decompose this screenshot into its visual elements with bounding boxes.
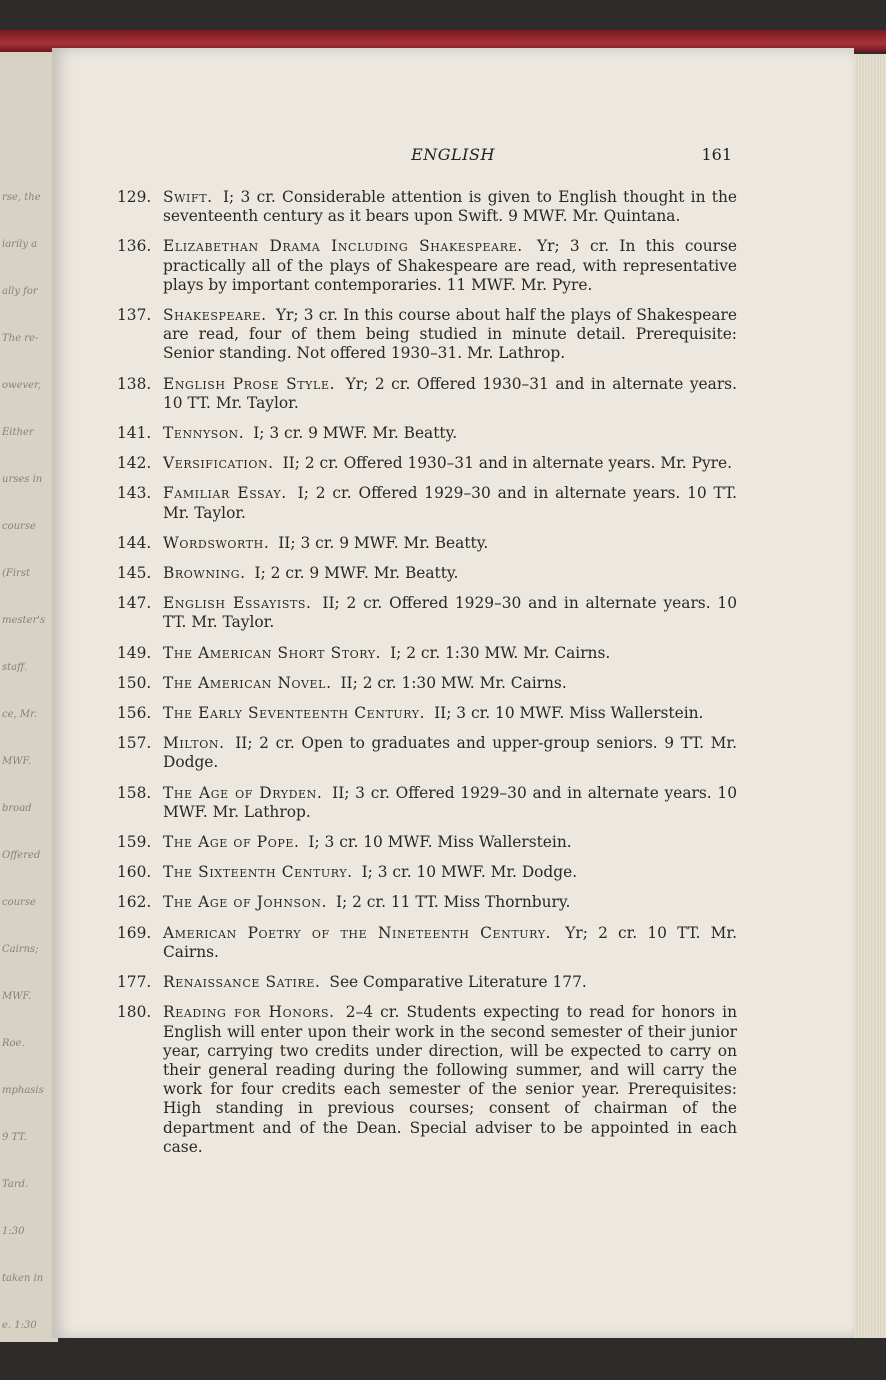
- course-description: Yr; 2 cr. 10 TT. Mr. Cairns.: [163, 923, 737, 961]
- page-header: [52, 145, 854, 169]
- facing-page-fragment: The re-: [2, 333, 39, 344]
- facing-page-fragment: course: [2, 521, 36, 532]
- course-entry: [117, 534, 737, 553]
- course-entry: [117, 924, 737, 962]
- course-entry: [117, 704, 737, 723]
- course-number: 158.: [117, 783, 152, 802]
- course-entry: [117, 484, 737, 522]
- course-description: II; 2 cr. Offered 1929–30 and in alternate years. 10 TT. Mr. Taylor.: [163, 594, 737, 632]
- course-description: II; 2 cr. 1:30 MW. Mr. Cairns.: [340, 673, 567, 692]
- facing-page-fragment: owever,: [2, 380, 41, 391]
- course-description: I; 3 cr. 10 MWF. Mr. Dodge.: [361, 863, 578, 882]
- course-description: Yr; 2 cr. Offered 1930–31 and in alternate years. 10 TT. Mr. Taylor.: [163, 374, 737, 412]
- course-number: 157.: [117, 734, 152, 753]
- facing-page-fragment: taken in: [2, 1273, 44, 1284]
- course-title: Familiar Essay.: [163, 484, 287, 503]
- course-description: II; 2 cr. Open to graduates and upper-group seniors. 9 TT. Mr. Dodge.: [163, 734, 737, 772]
- course-entry: [117, 734, 737, 772]
- course-entry: [117, 424, 737, 443]
- course-title: The Age of Pope.: [163, 833, 300, 852]
- course-entry: [117, 973, 737, 992]
- facing-page-fragment: ce, Mr.: [2, 709, 37, 720]
- facing-page-fragment: Offered: [2, 850, 41, 861]
- course-title: Elizabethan Drama Including Shakespeare.: [163, 237, 523, 256]
- course-description: II; 3 cr. 10 MWF. Miss Wallerstein.: [434, 704, 704, 723]
- course-description: 2–4 cr. Students expecting to read for honors in English will enter upon their work in the second semester of their junior year, carrying two credits under direction, will be expected to carry on their general reading during the following summer, and will carry the work for four credits each semester of the senior year. Prerequisites: High standing in previous courses; consent of chairman of the department and of the Dean. Special adviser to be appointed in each case.: [163, 1003, 737, 1156]
- course-title: Renaissance Satire.: [163, 973, 321, 992]
- course-number: 149.: [117, 643, 152, 662]
- course-description: I; 2 cr. Offered 1929–30 and in alternate years. 10 TT. Mr. Taylor.: [163, 484, 738, 522]
- course-title: The Age of Johnson.: [163, 893, 328, 912]
- course-title: Wordsworth.: [163, 533, 270, 552]
- course-description: I; 3 cr. 9 MWF. Mr. Beatty.: [253, 424, 458, 443]
- facing-page-fragment: Roe.: [2, 1038, 25, 1049]
- course-number: 160.: [117, 863, 152, 882]
- course-description: II; 2 cr. Offered 1930–31 and in alternate years. Mr. Pyre.: [282, 454, 732, 473]
- course-title: Swift.: [163, 188, 213, 206]
- course-number: 142.: [117, 454, 152, 473]
- course-entry: [117, 893, 737, 912]
- course-title: English Prose Style.: [163, 374, 336, 393]
- facing-page-fragment: urses in: [2, 474, 43, 485]
- course-number: 156.: [117, 704, 152, 723]
- course-entry: [117, 237, 737, 295]
- course-number: 143.: [117, 484, 152, 503]
- course-entry: [117, 375, 737, 413]
- course-description: Yr; 3 cr. In this course about half the plays of Shakespeare are read, four of them being studied in minute detail. Prerequisite: Senior standing. Not offered 1930–31. Mr. Lathrop.: [163, 306, 737, 363]
- facing-page-fragment: rse, the: [2, 192, 41, 203]
- course-entry: [117, 594, 737, 632]
- course-description: See Comparative Literature 177.: [329, 973, 587, 992]
- course-entry: [117, 454, 737, 473]
- course-description: I; 2 cr. 11 TT. Miss Thornbury.: [335, 893, 571, 912]
- course-number: 129.: [117, 188, 152, 206]
- course-entry: [117, 833, 737, 852]
- facing-page-fragment: Tard.: [2, 1179, 29, 1190]
- facing-page-fragment: course: [2, 897, 36, 908]
- course-title: Browning.: [163, 564, 246, 583]
- course-number: 162.: [117, 893, 152, 912]
- course-number: 141.: [117, 424, 152, 443]
- facing-page-fragment: iarily a: [2, 239, 38, 250]
- course-number: 145.: [117, 564, 152, 583]
- course-description: I; 3 cr. Considerable attention is given to English thought in the seventeenth century as it bears upon Swift. 9 MWF. Mr. Quintana.: [163, 188, 737, 226]
- course-number: 136.: [117, 237, 152, 256]
- facing-page-fragment: Cairns;: [2, 944, 39, 955]
- course-title: The American Novel.: [163, 673, 332, 692]
- course-title: The Age of Dryden.: [163, 783, 323, 802]
- course-number: 169.: [117, 923, 152, 942]
- running-head: ENGLISH: [411, 145, 495, 164]
- course-entry: [117, 784, 737, 822]
- course-number: 159.: [117, 833, 152, 852]
- course-number: 144.: [117, 533, 152, 552]
- course-entry: [117, 1003, 737, 1157]
- course-title: English Essayists.: [163, 594, 312, 613]
- course-description: II; 3 cr. Offered 1929–30 and in alternate years. 10 MWF. Mr. Lathrop.: [163, 783, 737, 821]
- course-entry: [117, 863, 737, 882]
- course-title: American Poetry of the Nineteenth Century.: [163, 923, 552, 942]
- facing-page-fragment: MWF.: [2, 991, 32, 1002]
- course-number: 138.: [117, 374, 152, 393]
- course-title: Milton.: [163, 734, 225, 753]
- course-entry: [117, 306, 737, 364]
- facing-page-fragment: broad: [2, 803, 32, 814]
- course-title: Versification.: [163, 454, 274, 473]
- facing-page-fragment: e. 1:30: [2, 1320, 37, 1331]
- course-description: I; 2 cr. 9 MWF. Mr. Beatty.: [254, 564, 459, 583]
- course-entry: [117, 188, 737, 226]
- course-entry: [117, 674, 737, 693]
- course-title: The Sixteenth Century.: [163, 863, 353, 882]
- course-description: I; 3 cr. 10 MWF. Miss Wallerstein.: [308, 833, 572, 852]
- facing-page-fragment: staff.: [2, 662, 28, 673]
- course-number: 150.: [117, 673, 152, 692]
- course-entry: [117, 644, 737, 663]
- facing-page-fragment: (First: [2, 568, 30, 579]
- facing-page-fragment: mester's: [2, 615, 46, 626]
- course-description: II; 3 cr. 9 MWF. Mr. Beatty.: [278, 533, 489, 552]
- course-description: I; 2 cr. 1:30 MW. Mr. Cairns.: [390, 643, 611, 662]
- facing-page-fragment: 9 TT.: [2, 1132, 27, 1143]
- facing-page-fragment: MWF.: [2, 756, 32, 767]
- course-title: The Early Seventeenth Century.: [163, 704, 426, 723]
- facing-page-edge: [0, 42, 58, 1342]
- facing-page-fragment: Either: [2, 427, 34, 438]
- course-description: Yr; 3 cr. In this course practically all of the plays of Shakespeare are read, with representative plays by important contemporaries. 11 MWF. Mr. Pyre.: [163, 237, 737, 294]
- facing-page-fragment: mphasis: [2, 1085, 44, 1096]
- course-entry: [117, 564, 737, 583]
- course-list: [117, 188, 737, 1168]
- course-title: The American Short Story.: [163, 643, 382, 662]
- course-title: Tennyson.: [163, 424, 245, 443]
- course-title: Reading for Honors.: [163, 1003, 335, 1022]
- facing-page-fragment: ally for: [2, 286, 38, 297]
- course-title: Shakespeare.: [163, 306, 267, 325]
- course-number: 137.: [117, 306, 152, 325]
- course-number: 177.: [117, 973, 152, 992]
- facing-page-fragment: 1:30: [2, 1226, 25, 1237]
- course-number: 147.: [117, 594, 152, 613]
- page-number: 161: [701, 145, 732, 164]
- course-number: 180.: [117, 1003, 152, 1022]
